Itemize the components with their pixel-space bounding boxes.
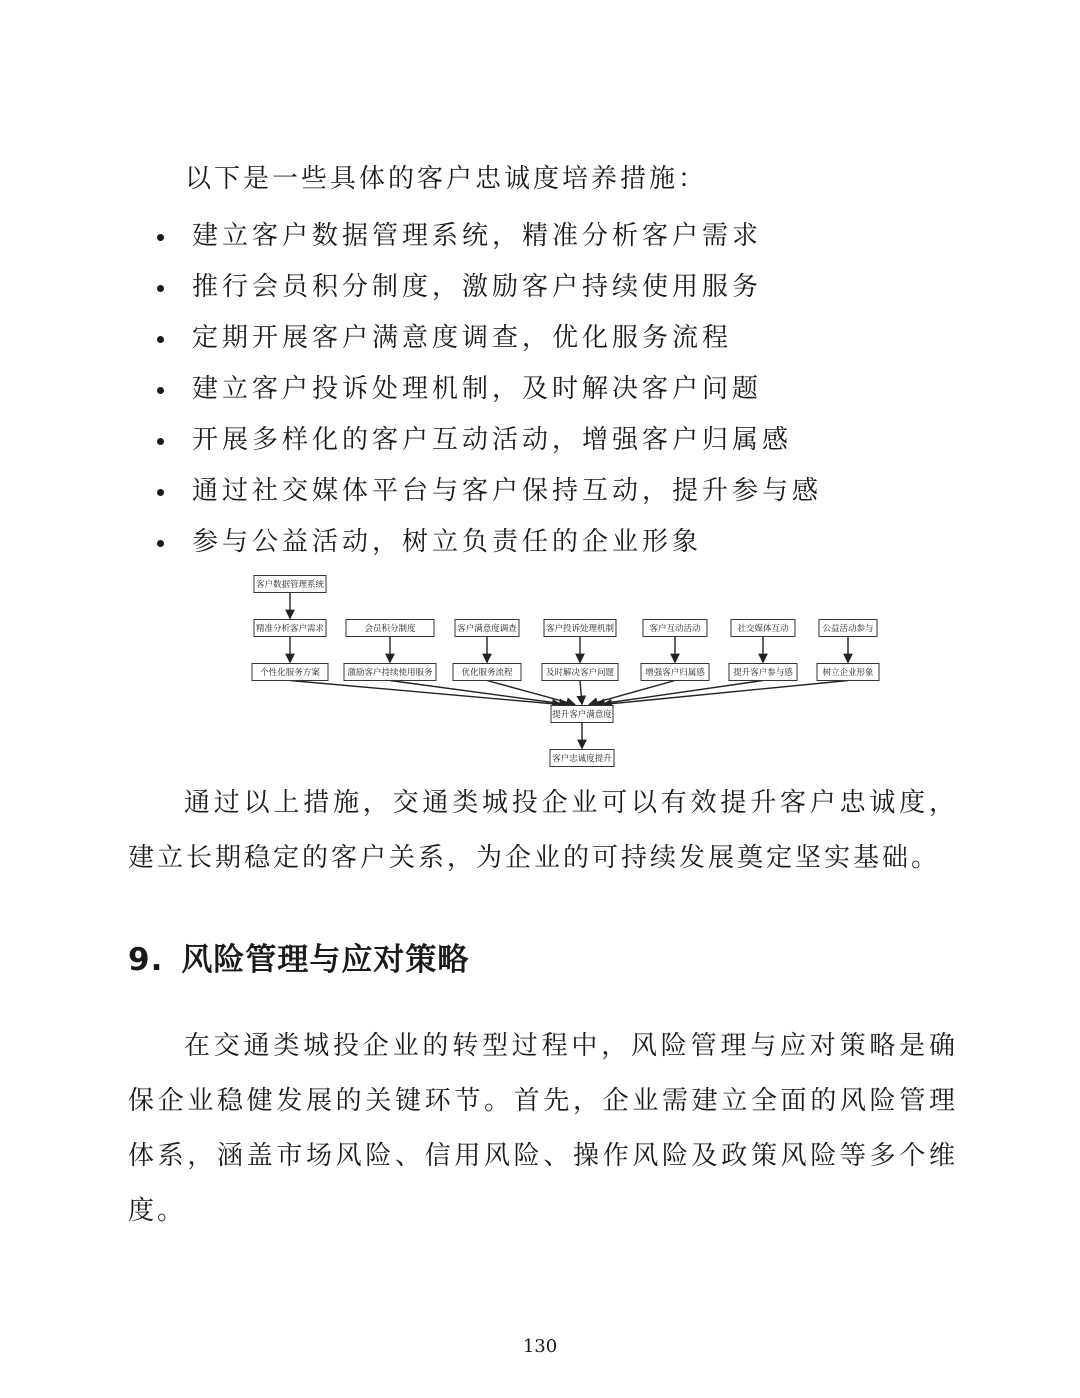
- list-item-text: 通过社交媒体平台与客户保持互动，提升参与感: [192, 476, 823, 506]
- paragraph-summary: 通过以上措施，交通类城投企业可以有效提升客户忠诚度，建立长期稳定的客户关系，为企业的可持续发展奠定坚实基础。: [128, 788, 958, 873]
- diagram-outcome-node: [729, 664, 797, 681]
- diagram-outcome-node: [817, 664, 879, 681]
- flow-arrow: [390, 681, 568, 705]
- section-title: 风险管理与应对策略: [181, 942, 470, 978]
- diagram-merge-node-label: 提升客户满意度: [552, 710, 612, 720]
- diagram-measure-node-label: 公益活动参与: [822, 624, 874, 634]
- diagram-final-node-label: 客户忠诚度提升: [552, 754, 612, 764]
- diagram-measure-node-label: 客户满意度调查: [457, 624, 517, 634]
- diagram-outcome-node-label: 增强客户归属感: [645, 668, 705, 678]
- list-item-text: 参与公益活动，树立负责任的企业形象: [192, 527, 703, 557]
- section-heading: [128, 934, 469, 979]
- list-item-text: 开展多样化的客户互动活动，增强客户归属感: [192, 425, 793, 455]
- flow-arrow: [290, 681, 561, 705]
- flow-arrow: [603, 681, 848, 705]
- intro-text: 以下是一些具体的客户忠诚度培养措施：: [185, 164, 708, 194]
- diagram-measure-node: [455, 620, 519, 637]
- flow-arrow: [596, 681, 763, 705]
- diagram-outcome-node-label: 及时解决客户问题: [545, 668, 615, 678]
- list-item-text: 建立客户投诉处理机制，及时解决客户问题: [192, 374, 763, 404]
- diagram-measure-node-label: 客户投诉处理机制: [545, 624, 615, 634]
- flow-arrow: [589, 681, 675, 705]
- diagram-outcome-node-label: 提升客户参与感: [733, 668, 793, 678]
- diagram-measure-node: [731, 620, 795, 637]
- diagram-outcome-node-label: 个性化服务方案: [260, 668, 320, 678]
- diagram-final-node: [550, 750, 614, 767]
- diagram-measure-node-label: 会员积分制度: [364, 624, 416, 634]
- list-item-text: 定期开展客户满意度调查，优化服务流程: [192, 323, 733, 353]
- diagram-measure-node-label: 社交媒体互动: [737, 624, 789, 634]
- diagram-measure-node: [819, 620, 877, 637]
- diagram-outcome-node: [344, 664, 436, 681]
- diagram-measure-node-label: 客户互动活动: [649, 624, 701, 634]
- page-number: 130: [522, 1336, 558, 1357]
- diagram-root-node: [254, 576, 326, 593]
- diagram-measure-node: [643, 620, 707, 637]
- diagram-root-node-label: 客户数据管理系统: [255, 580, 325, 590]
- diagram-outcome-node: [252, 664, 328, 681]
- diagram-outcome-node: [542, 664, 618, 681]
- diagram-merge-node: [551, 706, 613, 723]
- diagram-outcome-node-label: 树立企业形象: [822, 668, 874, 678]
- diagram-measure-node: [346, 620, 434, 637]
- diagram-outcome-node: [453, 664, 521, 681]
- flow-arrow: [580, 681, 582, 705]
- diagram-outcome-node-label: 优化服务流程: [461, 668, 513, 678]
- list-item-text: 推行会员积分制度，激励客户持续使用服务: [192, 272, 763, 302]
- diagram-measure-node: [544, 620, 616, 637]
- paragraph-risk: 在交通类城投企业的转型过程中，风险管理与应对策略是确保企业稳健发展的关键环节。首先，企业需建立全面的风险管理体系，涵盖市场风险、信用风险、操作风险及政策风险等多个维度。: [128, 1031, 958, 1226]
- list-item-text: 建立客户数据管理系统，精准分析客户需求: [192, 221, 763, 251]
- diagram-measure-node: [254, 620, 326, 637]
- section-number: 9.: [128, 942, 164, 978]
- flow-arrow: [487, 681, 575, 705]
- diagram-outcome-node-label: 激励客户持续使用服务: [347, 668, 433, 678]
- diagram-outcome-node: [641, 664, 709, 681]
- diagram-measure-node-label: 精准分析客户需求: [255, 624, 325, 634]
